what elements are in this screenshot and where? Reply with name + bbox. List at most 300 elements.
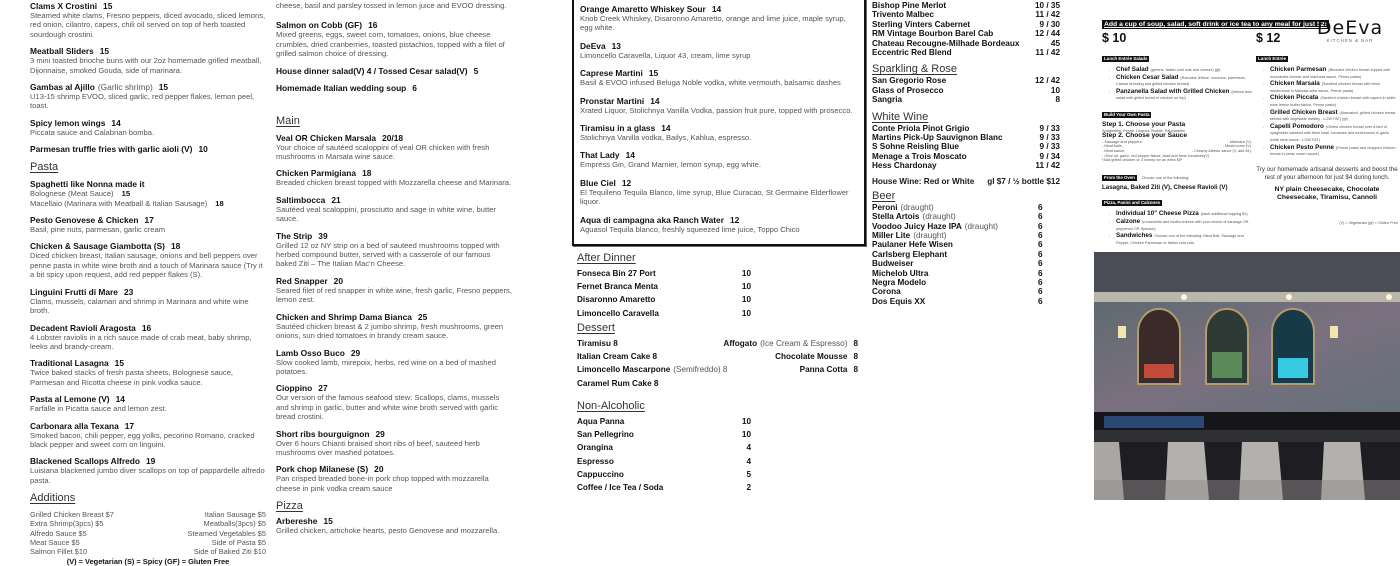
item-title: Carbonara alla Texana: [30, 420, 119, 431]
item-title: Gambas al Ajillo: [30, 82, 95, 93]
item-title: Linguini Frutti di Mare: [30, 286, 118, 297]
item-price: 10: [198, 144, 208, 155]
menu-item: [276, 195, 512, 224]
lunch-item-name: Capelli Pomodoro: [1270, 122, 1324, 130]
drink-name: Fernet Branca Menta: [577, 282, 658, 292]
item-title: Salmon on Cobb (GF): [276, 20, 363, 31]
item-title: Saltimbocca: [276, 194, 326, 205]
beer-price: 6: [1038, 259, 1043, 269]
tag-from-oven: From the Oven: [1104, 174, 1135, 180]
lunch-item: [1102, 75, 1252, 88]
dessert-note: (Semifreddo) 8: [673, 365, 728, 375]
wine-price: 10: [1050, 85, 1060, 95]
beer-name-wrap: [872, 287, 1038, 296]
menu-item: [580, 4, 858, 33]
variant-price: 18: [215, 198, 224, 208]
lunch-price-right: $ 12: [1256, 31, 1281, 45]
menu-column-wine-beer: [872, 1, 1060, 306]
drink-price: 5: [746, 469, 751, 479]
item-name: [580, 178, 858, 188]
drink-price: 2: [746, 483, 751, 493]
item-description: Your choice of sautéed scaloppini of veal OR chicken with fresh mushrooms in Marsala wine sauce.: [276, 142, 490, 162]
drink-name: Disaronno Amaretto: [577, 295, 656, 305]
item-description: 3 mini toasted brioche buns with our 2oz homemade grilled meatball, Dijonnaise, smoked Gouda, side of marinara.: [30, 56, 262, 75]
dessert-price: 8: [853, 365, 858, 375]
item-name: [30, 144, 266, 154]
item-name: [30, 215, 266, 225]
drink-name: Coffee / Ice Tea / Soda: [577, 483, 664, 493]
appetizers-list: [30, 1, 266, 154]
logo-subtitle: KITCHEN & BAR: [1326, 38, 1374, 43]
lunch-item-desc: Choose one of the following: Meat Ball, Sausage and Pepper, Chicken Parmesan or Italian cold cuts.: [1116, 234, 1244, 245]
item-name: [30, 46, 266, 56]
item-name: [30, 394, 266, 404]
lunch-item-desc: (Penne pasta and chopped chicken breast in pesto cream sauce): [1270, 145, 1396, 157]
menu-column-salads-main: [276, 0, 512, 543]
lunch-item: [1102, 89, 1252, 102]
beer-row: [872, 278, 1060, 287]
item-title: Lamb Osso Buco: [276, 347, 345, 358]
wine-row: [872, 76, 1060, 85]
price-row: [572, 455, 866, 468]
price-row: [572, 307, 866, 320]
wine-row: [872, 86, 1060, 95]
lunch-item-desc: (Sautéed chicken breast with fresh mushrooms in Marsala wine sauce, Penne pasta): [1270, 82, 1380, 93]
item-price: 17: [144, 215, 154, 226]
lunch-item: [1256, 124, 1398, 144]
beer-row: [872, 222, 1060, 231]
step-1-title: Step 1. Choose your Pasta: [1102, 120, 1186, 128]
wine-name: S Sohne Reisling Blue: [872, 142, 959, 152]
dessert-promo-items: NY plain Cheesecake, Chocolate Cheesecake, Tiramisu, Cannoli: [1274, 185, 1380, 202]
wine-price: 12 / 44: [1034, 29, 1060, 39]
wine-name: Menage a Trois Moscato: [872, 151, 967, 161]
sauce-options: [1102, 140, 1252, 154]
drink-price: 4: [746, 456, 751, 466]
menu-item: [30, 394, 266, 413]
beer-name: Budweiser: [872, 259, 914, 269]
lunch-banner: Add a cup of soup, salad, soft drink or ice tea to any meal for just $2!: [1104, 21, 1327, 28]
section-title-beer: Beer: [872, 189, 896, 202]
addition-item: Side of Baked Ziti $10: [193, 546, 266, 556]
item-price: 18: [170, 241, 181, 252]
drink-price: 10: [741, 417, 751, 427]
drink-name: Orangina: [577, 443, 613, 453]
beer-row: [872, 250, 1060, 259]
beer-row: [872, 287, 1060, 296]
pizza-list: [276, 516, 512, 535]
item-price: 19: [146, 456, 156, 467]
item-title: Orange Amaretto Whiskey Sour: [580, 4, 706, 14]
section-title-after-dinner: After Dinner: [577, 252, 636, 265]
price-row: [572, 481, 866, 494]
non-alcoholic-list: [572, 415, 866, 494]
item-price: 14: [115, 394, 125, 405]
drink-name: Espresso: [577, 456, 614, 466]
section-title-sparkling: Sparkling & Rose: [872, 63, 957, 76]
wine-row: [872, 124, 1060, 133]
variant-price: 15: [121, 189, 131, 199]
variant-label: Macellaio (Marinara with Meatball & Italian Sausage): [30, 198, 208, 208]
price-row: [572, 280, 866, 293]
beer-note: (draught): [900, 202, 934, 212]
sauces-left: [1102, 140, 1143, 154]
dessert-right: [775, 350, 858, 363]
beer-name: Negra Modelo: [872, 277, 927, 287]
white-wine-list: [872, 124, 1060, 171]
item-description: Our version of the famous seafood stew: Scallops, clams, mussels and shrimp in garlic, butter and white wine broth served with garlic bread crostini.: [276, 393, 500, 422]
lunch-item-name: Chicken Cesar Salad: [1116, 73, 1179, 81]
sauce-option: - Meat sauce.: [1102, 148, 1126, 153]
tag-pizza-panini: Pizza, Panini and Calzones: [1104, 200, 1161, 206]
item-price: 12: [729, 214, 740, 225]
wine-name: Conte Priola Pinot Grigio: [872, 123, 970, 133]
sauce-option: - Sausage and peppers.: [1102, 139, 1143, 144]
menu-column-appetizers-pasta: [30, 1, 266, 566]
dessert-name: Panna Cotta: [799, 365, 848, 375]
item-name: [30, 118, 266, 128]
item-name: [30, 287, 266, 297]
menu-item: [580, 178, 858, 207]
item-description: Clams, mussels, calamari and shrimp in Marinara and white wine broth.: [30, 296, 249, 316]
item-name: [276, 429, 512, 439]
item-name: [30, 82, 266, 92]
drink-price: 10: [741, 269, 751, 279]
drink-name: Fonseca Bin 27 Port: [577, 269, 656, 279]
item-price: 23: [123, 286, 134, 297]
lunch-item: [1102, 67, 1252, 74]
item-title: Aqua di campagna aka Ranch Water: [580, 214, 724, 225]
item-description: Sautéed chicken breast & 2 jumbo shrimp, fresh mushrooms, green onions, sun dried tomatoes in brandy cream sauce.: [276, 321, 504, 341]
item-description: Farfalle in Picatta sauce and lemon zest.: [30, 404, 167, 414]
dessert-price: 8: [853, 352, 858, 362]
item-name: [30, 456, 266, 466]
item-name: [30, 179, 266, 189]
menu-item: [30, 215, 266, 234]
beer-name-wrap: [872, 278, 1038, 287]
dessert-list: [572, 337, 866, 390]
dessert-left: [577, 363, 727, 376]
lunch-item-desc: (Sautéed chicken breast with capers in white wine lemon butter sauce, Penne pasta): [1270, 96, 1396, 107]
dessert-name: Chocolate Mousse: [775, 352, 848, 362]
item-price: 29: [350, 347, 361, 358]
oven-header: [1102, 166, 1252, 184]
main-list: [276, 133, 512, 494]
item-name: [580, 215, 858, 225]
lunch-item-desc: (Grilled chicken breast over a bed of spaghettini sautéed with fresh basil, tomatoes and mushrooms in garlic white wine sauce - LOW FAT): [1270, 124, 1390, 142]
wine-price: 9 / 33: [1039, 133, 1060, 143]
beer-price: 6: [1038, 240, 1043, 250]
addition-item: Extra Shrimp(3pcs) $5: [30, 519, 104, 529]
item-name: [30, 1, 266, 11]
wine-name: RM Vintage Bourbon Barel Cab: [872, 29, 994, 39]
price-row: [572, 468, 866, 481]
item-price: 15: [158, 82, 169, 93]
item-price: 20/18: [382, 132, 404, 143]
drink-price: 10: [741, 295, 751, 305]
menu-column-drinks-dessert: [572, 0, 866, 494]
menu-item: [276, 276, 512, 305]
item-price: 13: [611, 40, 621, 51]
menu-item: [276, 133, 512, 162]
wine-row: [872, 161, 1060, 170]
item-description: Empress Gin, Grand Marnier, lemon syrup, egg white.: [580, 160, 762, 170]
section-title-pizza: Pizza: [276, 500, 303, 513]
lunch-item-name: Chef Salad: [1116, 66, 1149, 73]
drink-name: Cappuccino: [577, 469, 624, 479]
sauce-note: *Add grilled chicken or 3 shrimp for an extra $5*: [1102, 158, 1183, 163]
item-description: Seared filet of red snapper in white wine, fresh garlic, Fresno peppers, lemon zest.: [276, 285, 512, 305]
wine-row: [872, 48, 1060, 57]
item-price: 39: [318, 230, 328, 241]
item-name: [276, 383, 512, 393]
wine-row: [872, 1, 1060, 10]
section-title-dessert: Dessert: [577, 321, 615, 334]
beer-name: Miller Lite: [872, 230, 911, 240]
item-name: [580, 150, 858, 160]
item-description: Smoked bacon, chili pepper, egg yolks, pecorino Romano, cracked black pepper and sweet corn on linguini.: [30, 430, 255, 449]
menu-item: [276, 383, 512, 421]
wine-name: Hess Chardonay: [872, 161, 937, 171]
price-row: [572, 428, 866, 441]
section-title-white-wine: White Wine: [872, 110, 929, 123]
beer-name-wrap: [872, 203, 1038, 212]
beer-price: 6: [1038, 221, 1043, 231]
item-title: Pesto Genovese & Chicken: [30, 215, 139, 226]
beer-price: 6: [1038, 202, 1043, 212]
wine-price: 11 / 42: [1035, 161, 1060, 171]
wine-row: [872, 29, 1060, 38]
lunch-salads-list: [1102, 67, 1252, 102]
item-price: 6: [412, 82, 417, 93]
dessert-left: [577, 337, 618, 350]
wine-price: 9 / 33: [1039, 123, 1060, 133]
item-title: Homemade Italian wedding soup: [276, 82, 407, 93]
item-description: Knob Creek Whiskey, Disaronno Amaretto, orange and lime juice, maple syrup, egg white.: [580, 14, 846, 33]
dessert-row: [572, 363, 866, 376]
item-title: Chicken Parmigiana: [276, 168, 357, 179]
step-1-desc: Spaghettini, Penne, Linguini, Bowtie, Pappardelle: [1102, 128, 1186, 133]
item-title: Pasta al Lemone (V): [30, 394, 110, 405]
item-description: Steamed white clams, Fresno peppers, diced avocado, sliced lemons, red onion, cilantro, capers, chili oil served on top of herb toasted sourdough crostini.: [30, 11, 266, 39]
lunch-right-col: [1256, 47, 1398, 225]
item-price: 20: [374, 464, 384, 475]
price-row: [572, 441, 866, 454]
beer-row: [872, 212, 1060, 221]
item-name: [580, 96, 858, 106]
lunch-item-desc: (Breaded chicken breast topped with mozzarella cheese and marinara sauce, Penne pasta): [1270, 68, 1390, 79]
dessert-name: Caramel Rum Cake 8: [577, 378, 659, 388]
item-price: 17: [124, 420, 135, 431]
drink-price: 10: [741, 430, 751, 440]
beer-price: 6: [1038, 277, 1043, 287]
dessert-left: [577, 350, 657, 363]
drink-price: 10: [741, 308, 751, 318]
lunch-legend: (V) = Vegetarian (gf) = Gluten Free: [1339, 220, 1398, 225]
beer-name-wrap: [872, 222, 1038, 231]
beer-price: 6: [1038, 287, 1043, 297]
lunch-item-desc: (Marinated, grilled chicken breast served with vegetable medley - LOW FAT) (gf): [1270, 110, 1396, 122]
item-name: [580, 123, 858, 133]
menu-item: [276, 348, 512, 377]
wine-name: Sterling Vinters Cabernet: [872, 19, 971, 29]
menu-item: [276, 516, 512, 535]
menu-item: [580, 215, 858, 234]
menu-item: [30, 241, 266, 279]
addition-item: Meatballs(3pcs) $5: [203, 519, 266, 529]
item-description: U13-15 shrimp EVOO, sliced garlic, red pepper flakes, lemon peel, toast.: [30, 92, 255, 111]
item-name: [276, 66, 512, 76]
item-name: [580, 41, 858, 51]
oven-items: Lasagna, Baked Ziti (V), Cheese Ravioli (V): [1102, 183, 1228, 191]
item-price: 14: [661, 123, 671, 134]
item-price: 14: [711, 4, 722, 14]
item-title: Clams X Crostini: [30, 1, 98, 11]
lunch-item-desc: (mozzarella and ricotta cheese with your choice of sausage OR pepperoni OR Spinach): [1116, 219, 1249, 231]
lunch-item-name: Individual 10" Cheese Pizza: [1116, 210, 1199, 218]
lunch-item-desc: (greens, Italian cold cuts and cheese) (gf): [1150, 68, 1221, 72]
beer-row: [872, 297, 1060, 306]
item-price: 25: [417, 311, 428, 322]
menu-item: [30, 1, 266, 39]
bar-photo-illustration: [1094, 252, 1400, 500]
item-price: 14: [650, 95, 660, 106]
item-name: [276, 133, 512, 143]
addition-item: Meat Sauce $5: [30, 537, 80, 547]
item-description: Aguasol Tequila blanco, freshly squeezed lime juice, Toppo Chico: [580, 224, 800, 234]
dessert-right: [800, 363, 858, 376]
addition-item: Steamed Vegetables $5: [187, 528, 266, 538]
bar-interior-photo: [1094, 252, 1400, 500]
sparkling-list: [872, 76, 1060, 104]
wine-name: Eccentric Red Blend: [872, 48, 952, 58]
menu-item: [276, 429, 512, 458]
dessert-row: [572, 350, 866, 363]
pasta-list: [30, 179, 266, 485]
beer-note: (draught): [922, 212, 956, 222]
deeva-logo: [1312, 18, 1388, 43]
dessert-note: (Ice Cream & Espresso): [760, 338, 848, 348]
lunch-item-name: Calzone: [1116, 217, 1141, 225]
wine-name: Chateau Recougne-Milhade Bordeaux: [872, 38, 1020, 48]
wine-name: Sangria: [872, 95, 903, 105]
section-title-non-alcoholic: Non-Alcoholic: [577, 400, 645, 413]
beer-name: Stella Artois: [872, 212, 920, 222]
item-description: Xrated Liquor, Stolichnya Vanilla Vodka, passion fruit pure, topped with prosecco.: [580, 105, 853, 115]
beer-row: [872, 240, 1060, 249]
additions-grid: [30, 510, 266, 556]
beer-name: Dos Equis XX: [872, 296, 926, 306]
beer-name: Corona: [872, 287, 901, 297]
wine-row: [872, 10, 1060, 19]
item-title: That Lady: [580, 150, 620, 161]
item-price: 14: [111, 117, 121, 128]
house-wine-price: gl $7 / ½ bottle $12: [987, 176, 1060, 186]
lunch-item-desc: (Romaine lettuce, croutons, parmesan, Caesar dressing and grilled chicken breast): [1116, 75, 1246, 87]
step-2-title: Step 2. Choose your Sauce: [1102, 132, 1188, 140]
item-title: Caprese Martini: [580, 68, 643, 79]
item-description: Pan crisped breaded bone-in pork chop topped with mozzarella cheese in pink vodka cream sauce: [276, 474, 489, 493]
menu-item: [276, 312, 512, 341]
sauce-option: - Marinara (V).: [1227, 139, 1252, 144]
item-title: Chicken and Shrimp Dama Bianca: [276, 311, 412, 322]
beer-row: [872, 231, 1060, 240]
item-price: 15: [323, 516, 333, 527]
item-price: 27: [318, 383, 328, 394]
lunch-entrees-list: [1256, 67, 1398, 158]
item-name: [30, 241, 266, 251]
tag-build-pasta: Build Your Own Pasta: [1104, 111, 1150, 117]
dessert-name: Limoncello Mascarpone: [577, 365, 671, 375]
lunch-item: [1256, 67, 1398, 80]
wine-name: Bishop Pine Merlot: [872, 1, 947, 10]
beer-name: Peroni: [872, 202, 898, 212]
after-dinner-list: [572, 267, 866, 320]
dessert-left: [577, 377, 658, 390]
menu-item: [580, 123, 858, 142]
menu-item: [30, 144, 266, 154]
menu-item: [30, 323, 266, 352]
price-row: [572, 415, 866, 428]
item-note: (Garlic shrimp): [97, 82, 153, 93]
item-title: Parmesan truffle fries with garlic aioli (V): [30, 144, 193, 155]
item-price: 5: [473, 65, 479, 76]
cocktails-list: [580, 4, 858, 234]
dessert-right: [723, 337, 858, 350]
oven-note: Choose one of the following:: [1141, 175, 1190, 180]
sauce-extra: - Olive oil, garlic, red pepper flakes, basil and fresh tomatoes(V): [1102, 153, 1209, 158]
menu-item: [276, 464, 512, 493]
item-description: Grilled chicken, artichoke hearts, pesto Genovese and mozzarella.: [276, 526, 500, 536]
item-description: Sautéed veal scaloppini, prosciutto and sage in white wine, butter sauce.: [276, 204, 496, 224]
sauce-option: - Mushrooms (V).: [1222, 144, 1252, 149]
beer-name-wrap: [872, 240, 1038, 249]
wine-price: 9 / 33: [1039, 142, 1060, 152]
lunch-flyer: [1094, 0, 1400, 245]
menu-item: [580, 150, 858, 169]
beer-note: (draught): [913, 230, 947, 240]
beer-name: Paulaner Hefe Wisen: [872, 240, 953, 250]
lunch-left-col: [1102, 47, 1252, 247]
item-price: 21: [331, 194, 341, 205]
item-description: 4 Lobster raviolis in a rich sauce made of crab meat, baby shrimp, leeks and brandy-cream.: [30, 332, 252, 351]
variant-label: Bolognese (Meat Sauce): [30, 189, 114, 199]
lunch-item: [1256, 110, 1398, 123]
wine-price: 9 / 34: [1039, 151, 1060, 161]
beer-name-wrap: [872, 269, 1038, 278]
item-title: Blue Ciel: [580, 177, 616, 188]
item-name: [276, 516, 512, 526]
wine-name: Trivento Malbec: [872, 10, 934, 20]
beer-name-wrap: [872, 297, 1038, 306]
wine-row: [872, 133, 1060, 142]
beer-name-wrap: [872, 250, 1038, 259]
item-name: [276, 231, 512, 241]
item-title: Decadent Ravioli Aragosta: [30, 322, 136, 333]
price-row: [572, 293, 866, 306]
beer-price: 6: [1038, 212, 1043, 222]
lunch-item-desc: (lettuce-less salad with grilled bread of chicken on top): [1116, 89, 1252, 101]
addition-item: Salmon Fillet $10: [30, 546, 88, 556]
drink-name: San Pellegrino: [577, 430, 634, 440]
dietary-legend: (V) = Vegetarian (S) = Spicy (GF) = Gluten Free: [66, 557, 230, 566]
lunch-item: [1102, 219, 1252, 232]
red-wine-list: [872, 1, 1060, 57]
wine-name: Glass of Prosecco: [872, 85, 944, 95]
lunch-item-name: Panzanella Salad with Grilled Chicken: [1116, 87, 1230, 95]
item-name: [276, 348, 512, 358]
cocktails-box: [572, 0, 866, 246]
